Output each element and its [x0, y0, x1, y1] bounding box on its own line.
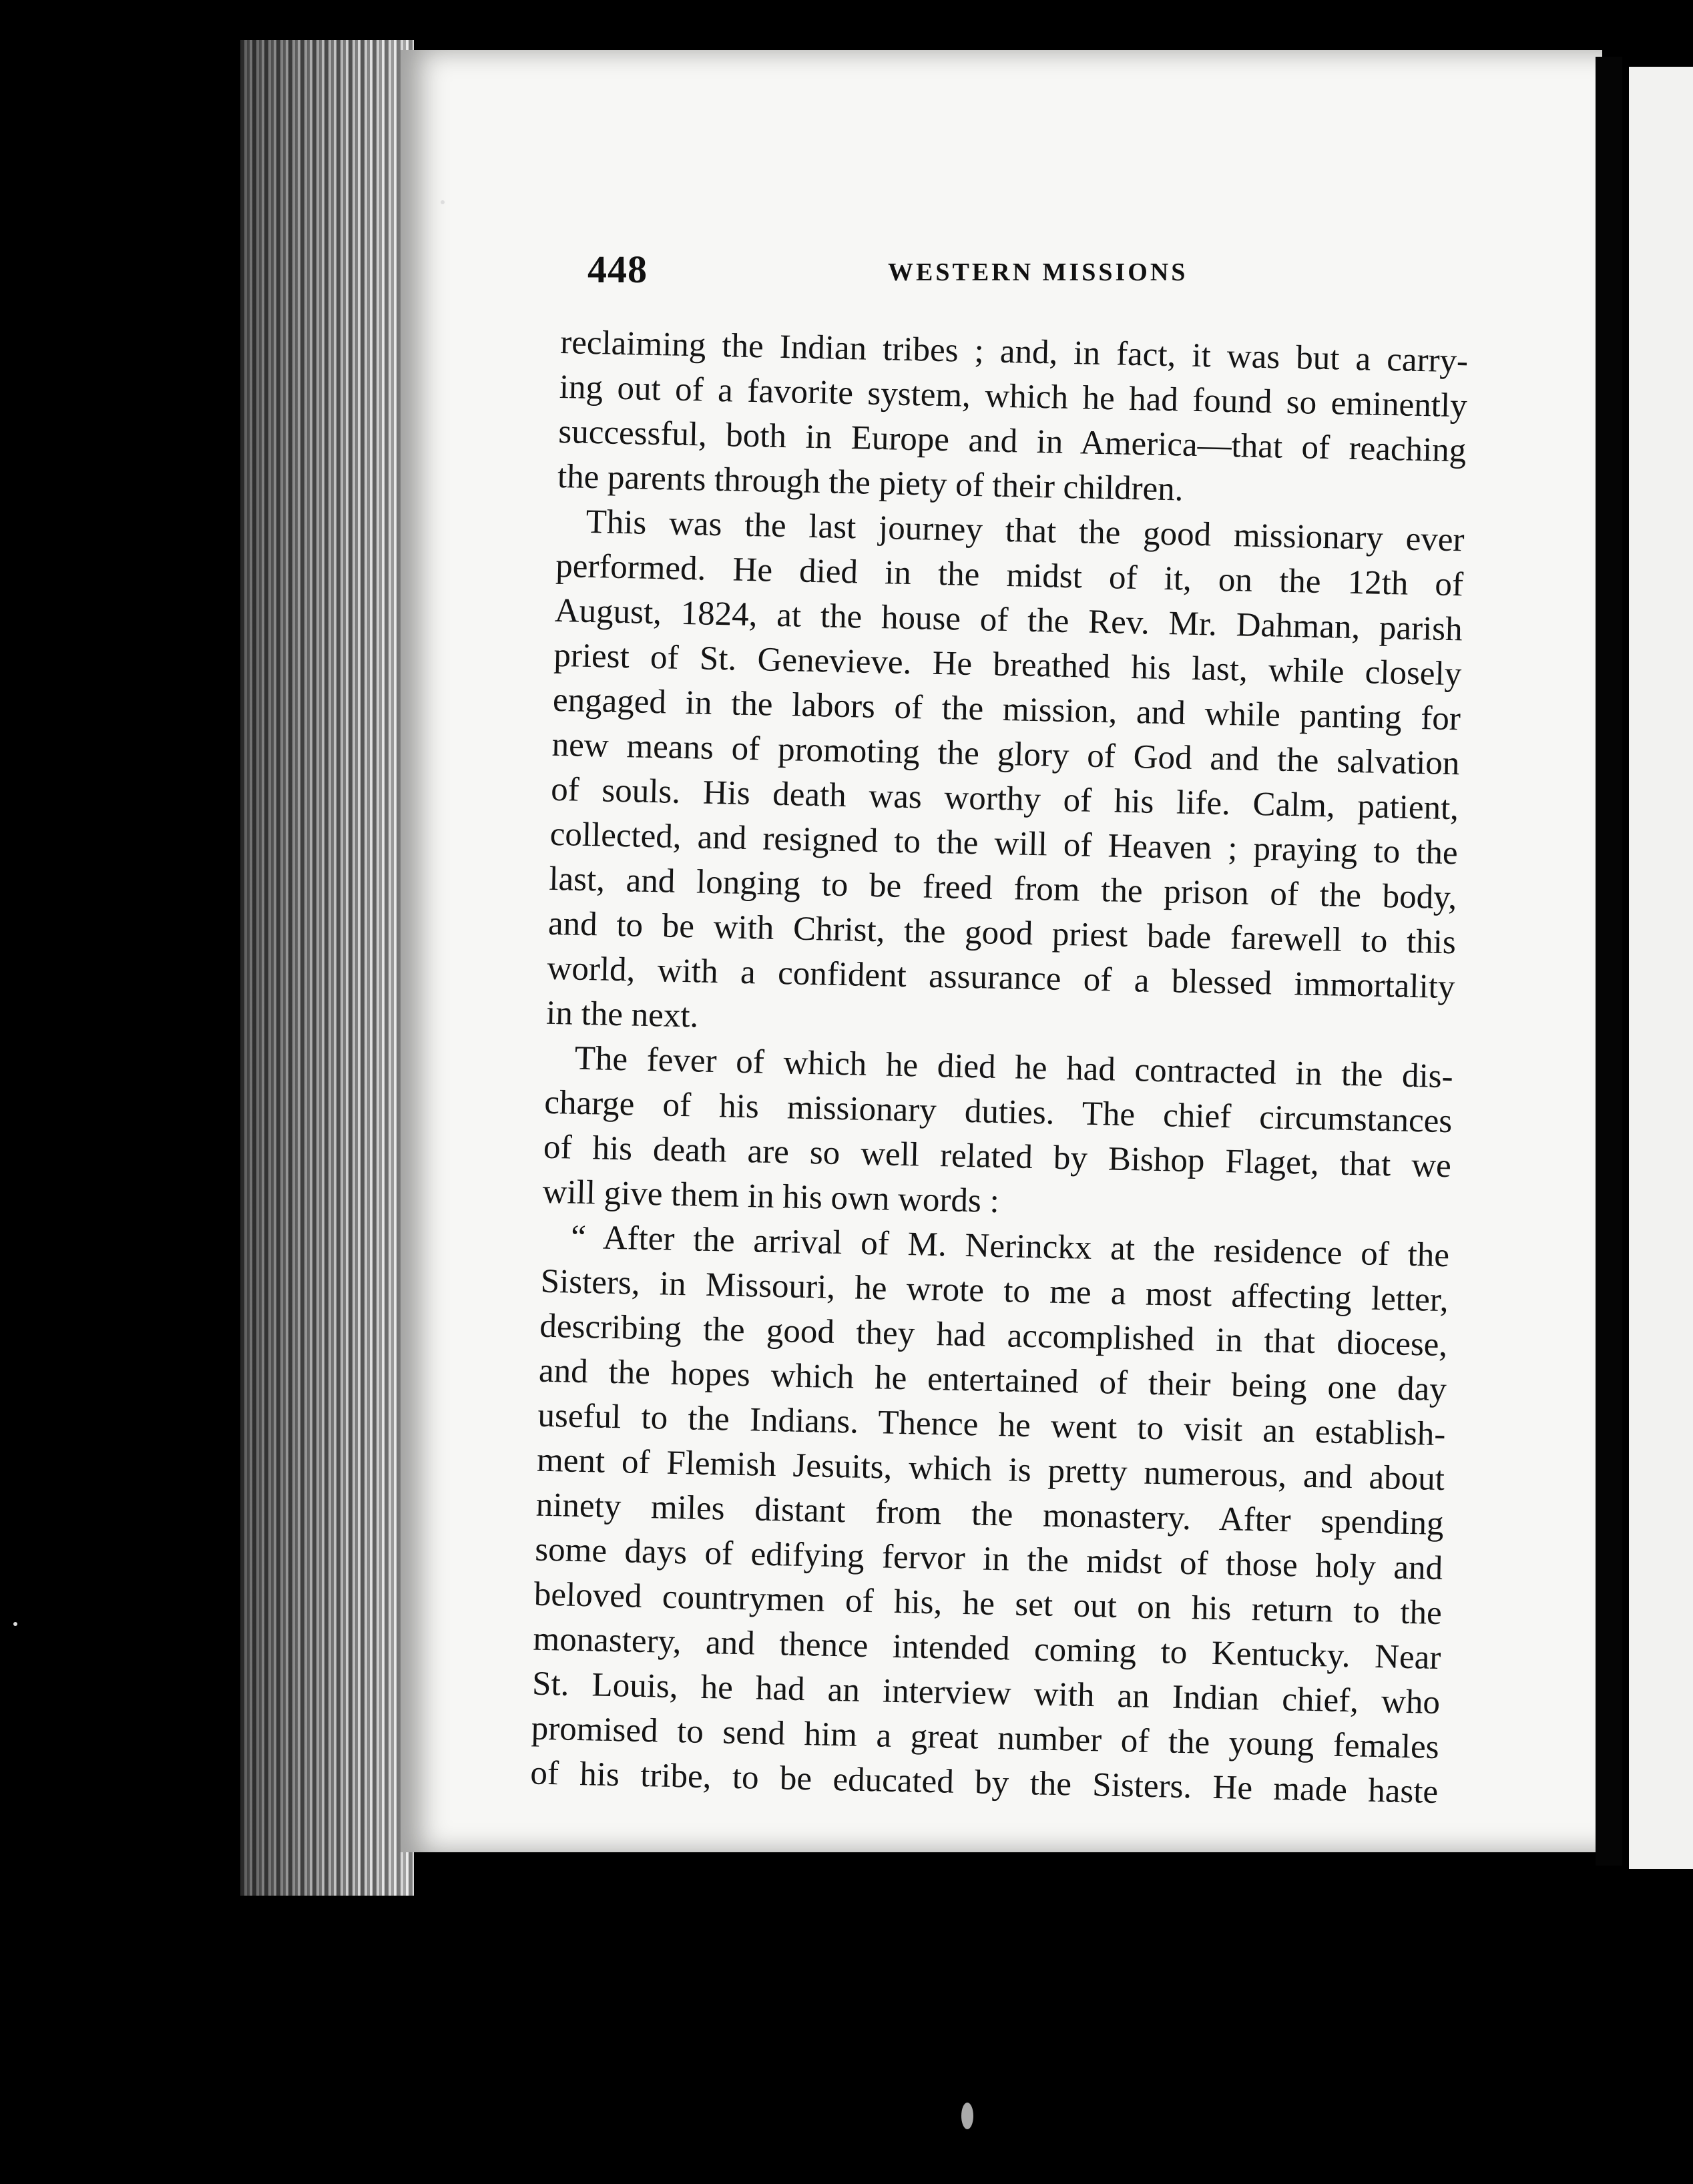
- text-line: August, 1824, at the house of the Rev. Mr. Dahman, parish: [554, 591, 1463, 649]
- text-line: world, with a confident assurance of a blessed immortality: [547, 949, 1455, 1007]
- text-line: ninety miles distant from the monastery. After spending: [535, 1486, 1445, 1543]
- text-line: last, and longing to be freed from the prison of the body,: [548, 860, 1457, 917]
- text-line: new means of promoting the glory of God and the salvation: [551, 726, 1460, 783]
- text-line: and the hopes which he entertained of their being one day: [538, 1352, 1447, 1409]
- text-line: successful, both in Europe and in America—that of reaching: [557, 413, 1467, 470]
- text-line: The fever of which he died he had contracted in the dis-: [574, 1039, 1454, 1096]
- page-header: [587, 247, 1489, 300]
- text-line: This was the last journey that the good missionary ever: [585, 503, 1465, 559]
- scan-speck: [13, 1622, 17, 1626]
- text-line: beloved countrymen of his, he set out on his return to the: [533, 1575, 1443, 1633]
- text-line: will give them in his own words :: [542, 1173, 1000, 1221]
- text-line: reclaiming the Indian tribes ; and, in fact, it was but a carry-: [559, 323, 1469, 380]
- body-text: [530, 320, 1469, 1815]
- text-line: of his tribe, to be educated by the Sisters. He made haste: [529, 1754, 1439, 1811]
- scan-speck: [961, 2103, 973, 2129]
- text-line: charge of his missionary duties. The chief circumstances: [543, 1083, 1453, 1141]
- text-line: of souls. His death was worthy of his life. Calm, patient,: [550, 770, 1459, 828]
- text-line: useful to the Indians. Thence he went to visit an establish-: [537, 1396, 1446, 1454]
- text-line: priest of St. Genevieve. He breathed his last, while closely: [553, 636, 1462, 694]
- text-line: “ After the arrival of M. Nerinckx at the residence of the: [570, 1218, 1450, 1275]
- text-line: ment of Flemish Jesuits, which is pretty numerous, and about: [536, 1441, 1445, 1498]
- text-line: in the next.: [545, 994, 699, 1035]
- running-head: WESTERN MISSIONS: [888, 258, 1188, 286]
- scan-speck: [441, 200, 445, 204]
- text-line: the parents through the piety of their children.: [557, 457, 1184, 509]
- text-line: Sisters, in Missouri, he wrote to me a most affecting letter,: [540, 1262, 1449, 1320]
- text-line: St. Louis, he had an interview with an Indian chief, who: [531, 1665, 1441, 1722]
- gutter-shadow: [1596, 57, 1622, 1866]
- facing-page-edge: [1629, 67, 1693, 1869]
- text-line: describing the good they had accomplished in that diocese,: [539, 1307, 1448, 1364]
- text-line: some days of edifying fervor in the midst of those holy and: [534, 1531, 1443, 1588]
- text-line: and to be with Christ, the good priest bade farewell to this: [547, 904, 1457, 962]
- text-line: monastery, and thence intended coming to Kentucky. Near: [533, 1620, 1441, 1677]
- text-line: of his death are so well related by Bishop Flaget, that we: [543, 1128, 1452, 1185]
- text-line: promised to send him a great number of the young females: [531, 1709, 1440, 1767]
- text-line: engaged in the labors of the mission, and while panting for: [552, 681, 1461, 738]
- binding-shadow: [240, 40, 414, 1896]
- text-line: collected, and resigned to the will of Heaven ; praying to the: [549, 815, 1459, 872]
- text-line: performed. He died in the midst of it, on the 12th of: [555, 547, 1464, 604]
- text-line: ing out of a favorite system, which he had found so eminently: [559, 368, 1468, 425]
- page-number: 448: [587, 248, 648, 291]
